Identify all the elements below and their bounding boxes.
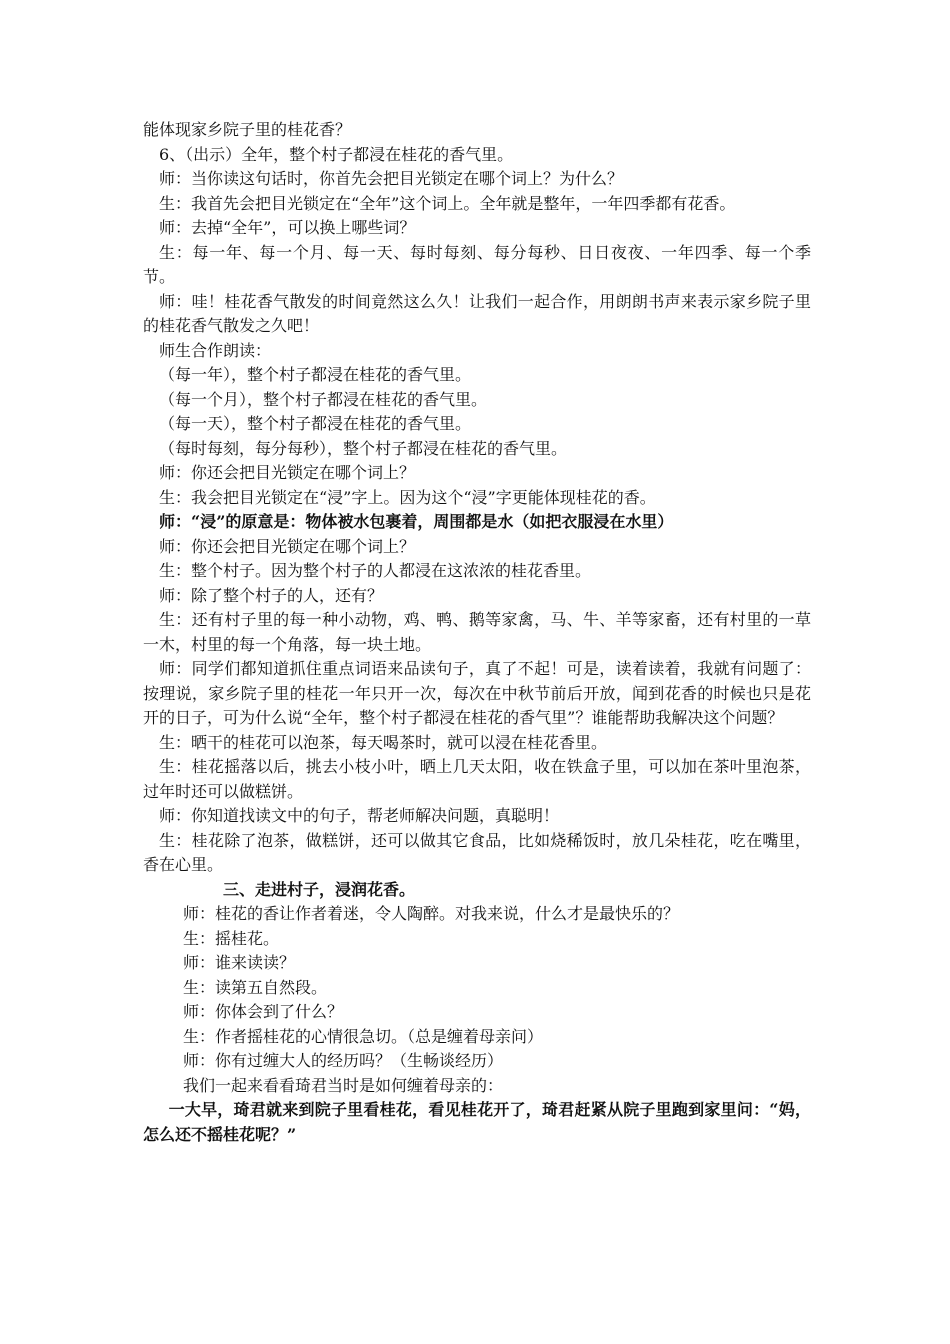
paragraph: 生：桂花除了泡茶，做糕饼，还可以做其它食品，比如烧稀饭时，放几朵桂花，吃在嘴里，香在心里。 <box>143 830 811 874</box>
paragraph: 师：同学们都知道抓住重点词语来品读句子，真了不起！可是，读着读着，我就有问题了：按理说，家乡院子里的桂花一年只开一次，每次在中秋节前后开放，闻到花香的时候也只是花开的日子，可为什么说“全年，整个村子都浸在桂花的香气里”？谁能帮助我解决这个问题？ <box>143 659 811 727</box>
paragraph-bold: 一大早，琦君就来到院子里看桂花，看见桂花开了，琦君赶紧从院子里跑到家里问：“妈，怎么还不摇桂花呢？” <box>143 1100 811 1144</box>
paragraph: 生：作者摇桂花的心情很急切。（总是缠着母亲问） <box>183 1026 544 1046</box>
paragraph: 师：去掉“全年”，可以换上哪些词？ <box>159 218 416 237</box>
paragraph: （每一年），整个村子都浸在桂花的香气里。 <box>159 365 472 384</box>
paragraph: （每时每刻，每分每秒），整个村子都浸在桂花的香气里。 <box>159 438 568 458</box>
paragraph: 师：桂花的香让作者着迷，令人陶醉。对我来说，什么才是最快乐的？ <box>183 904 680 923</box>
paragraph: 生：晒干的桂花可以泡茶，每天喝茶时，就可以浸在桂花香里。 <box>159 732 608 752</box>
paragraph: 生：读第五自然段。 <box>183 977 328 997</box>
paragraph: 生：我首先会把目光锁定在“全年”这个词上。全年就是整年，一年四季都有花香。 <box>159 193 736 213</box>
paragraph: 师：你还会把目光锁定在哪个词上？ <box>159 463 416 482</box>
paragraph: 师：你有过缠大人的经历吗？（生畅谈经历） <box>183 1051 504 1070</box>
paragraph: 生：整个村子。因为整个村子的人都浸在这浓浓的桂花香里。 <box>159 561 592 580</box>
paragraph: 生：摇桂花。 <box>183 928 280 948</box>
section-heading: 三、走进村子，浸润花香。 <box>223 879 416 899</box>
paragraph: 生：桂花摇落以后，挑去小枝小叶，晒上几天太阳，收在铁盒子里，可以加在茶叶里泡茶，过年时还可以做糕饼。 <box>143 757 811 801</box>
paragraph: 师：除了整个村子的人，还有？ <box>159 585 384 605</box>
paragraph: 生：还有村子里的每一种小动物，鸡、鸭、鹅等家禽，马、牛、羊等家畜，还有村里的一草一木，村里的每一个角落，每一块土地。 <box>143 610 811 654</box>
paragraph: 师：当你读这句话时，你首先会把目光锁定在哪个词上？为什么？ <box>159 169 624 188</box>
paragraph: 师：你知道找读文中的句子，帮老师解决问题，真聪明！ <box>159 806 560 825</box>
paragraph: 生：每一年、每一个月、每一天、每时每刻、每分每秒、日日夜夜、一年四季、每一个季节。 <box>143 242 811 286</box>
paragraph: （每一个月），整个村子都浸在桂花的香气里。 <box>159 389 488 409</box>
document-body <box>143 118 811 1147</box>
paragraph-bold: 师：“浸”的原意是：物体被水包裹着，周围都是水（如把衣服浸在水里） <box>159 512 674 531</box>
paragraph: 6、（出示）全年，整个村子都浸在桂花的香气里。 <box>159 144 514 164</box>
paragraph: 能体现家乡院子里的桂花香？ <box>143 120 352 139</box>
paragraph: 师：哇！桂花香气散发的时间竟然这么久！让我们一起合作，用朗朗书声来表示家乡院子里的桂花香气散发之久吧！ <box>143 291 811 335</box>
paragraph: 师：谁来读读？ <box>183 953 296 972</box>
paragraph: 生：我会把目光锁定在“浸”字上。因为这个“浸”字更能体现桂花的香。 <box>159 487 656 507</box>
paragraph: 我们一起来看看琦君当时是如何缠着母亲的： <box>183 1075 504 1095</box>
paragraph: 师：你还会把目光锁定在哪个词上？ <box>159 536 416 556</box>
paragraph: （每一天），整个村子都浸在桂花的香气里。 <box>159 414 472 433</box>
paragraph: 师：你体会到了什么？ <box>183 1002 344 1021</box>
paragraph: 师生合作朗读： <box>159 340 272 360</box>
